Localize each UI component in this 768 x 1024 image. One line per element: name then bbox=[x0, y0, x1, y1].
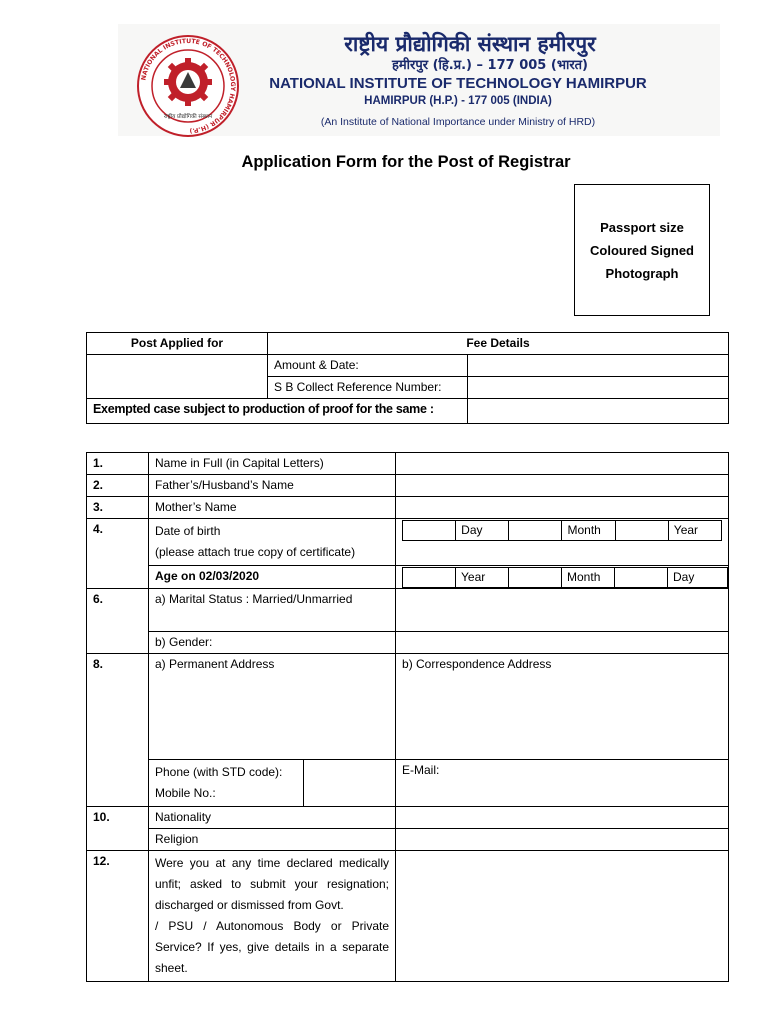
dob-month-label: Month bbox=[562, 521, 615, 541]
institute-logo bbox=[134, 32, 242, 140]
religion-field[interactable] bbox=[396, 829, 729, 851]
age-year-input[interactable] bbox=[403, 568, 456, 588]
photo-label-line1: Passport size bbox=[600, 219, 684, 235]
exempted-label: Exempted case subject to production of proof for the same : bbox=[87, 399, 468, 424]
post-applied-header: Post Applied for bbox=[87, 333, 268, 355]
phone-field[interactable] bbox=[304, 760, 396, 807]
gender-label: b) Gender: bbox=[149, 632, 396, 654]
phone-label: Phone (with STD code): bbox=[155, 765, 283, 779]
dob-day-input[interactable] bbox=[403, 521, 456, 541]
permanent-address-field[interactable] bbox=[149, 654, 396, 760]
name-label: Name in Full (in Capital Letters) bbox=[149, 453, 396, 475]
table-row bbox=[87, 654, 729, 760]
institute-subtitle: (An Institute of National Importance under Ministry of HRD) bbox=[320, 116, 596, 128]
age-field bbox=[396, 566, 729, 589]
table-row bbox=[87, 829, 729, 851]
table-row bbox=[87, 453, 729, 475]
correspondence-address-field[interactable] bbox=[396, 654, 729, 760]
personal-details-table bbox=[86, 452, 729, 982]
dob-label-line2: (please attach true copy of certificate) bbox=[155, 545, 356, 559]
phone-label-cell bbox=[149, 760, 304, 807]
dob-year-label: Year bbox=[668, 521, 721, 541]
medical-unfit-line1: Were you at any time declared medically unfit; asked to submit your resignation; discharged or dismissed from Govt. bbox=[155, 856, 390, 912]
name-field[interactable] bbox=[396, 453, 729, 475]
sb-collect-field[interactable] bbox=[468, 377, 729, 399]
gender-field[interactable] bbox=[396, 632, 729, 654]
medical-unfit-line2: / PSU / Autonomous Body or Private Service? If yes, give details in a separate sheet. bbox=[155, 919, 390, 975]
email-label: E-Mail: bbox=[402, 763, 440, 777]
correspondence-address-label: b) Correspondence Address bbox=[402, 657, 552, 671]
nationality-label: Nationality bbox=[149, 807, 396, 829]
dob-label-line1: Date of birth bbox=[155, 524, 221, 538]
sb-collect-label: S B Collect Reference Number: bbox=[268, 377, 468, 399]
amount-date-field[interactable] bbox=[468, 355, 729, 377]
amount-date-label: Amount & Date: bbox=[268, 355, 468, 377]
photo-box[interactable] bbox=[574, 184, 710, 316]
row-number: 4. bbox=[87, 519, 149, 589]
fee-details-header: Fee Details bbox=[268, 333, 729, 355]
dob-month-input[interactable] bbox=[509, 521, 562, 541]
mobile-label: Mobile No.: bbox=[155, 786, 216, 800]
table-row bbox=[87, 760, 729, 807]
father-name-label: Father’s/Husband’s Name bbox=[149, 475, 396, 497]
exempted-field[interactable] bbox=[468, 399, 729, 424]
dob-year-input[interactable] bbox=[615, 521, 668, 541]
age-boxes bbox=[402, 567, 728, 588]
institute-address-hindi: हमीरपुर (हि.प्र.) – 177 005 (भारत) bbox=[391, 58, 588, 73]
table-row bbox=[87, 566, 729, 589]
institute-name: NATIONAL INSTITUTE OF TECHNOLOGY HAMIRPUR bbox=[269, 75, 647, 92]
medical-unfit-field[interactable] bbox=[396, 851, 729, 982]
form-title: Application Form for the Post of Registrar bbox=[241, 153, 571, 171]
table-row bbox=[87, 632, 729, 654]
age-month-label: Month bbox=[562, 568, 615, 588]
email-field[interactable] bbox=[396, 760, 729, 807]
photo-label-line3: Photograph bbox=[605, 265, 679, 281]
logo-motto: राष्ट्रीय प्रौद्योगिकी संस्थान bbox=[163, 114, 213, 120]
row-number: 6. bbox=[87, 589, 149, 654]
fee-table bbox=[86, 332, 729, 424]
logo-ring-text: NATIONAL INSTITUTE OF TECHNOLOGY HAMIRPUR (H.P.) bbox=[140, 37, 237, 135]
row-number: 1. bbox=[87, 453, 149, 475]
age-day-label: Day bbox=[668, 568, 728, 588]
table-row bbox=[87, 497, 729, 519]
father-name-field[interactable] bbox=[396, 475, 729, 497]
permanent-address-label: a) Permanent Address bbox=[155, 657, 275, 671]
row-number: 12. bbox=[87, 851, 149, 982]
marital-status-label: a) Marital Status : Married/Unmarried bbox=[149, 589, 396, 632]
dob-boxes bbox=[402, 520, 722, 541]
photo-label-line2: Coloured Signed bbox=[590, 242, 694, 258]
age-month-input[interactable] bbox=[509, 568, 562, 588]
table-row bbox=[87, 519, 729, 566]
row-number: 8. bbox=[87, 654, 149, 807]
religion-label: Religion bbox=[149, 829, 396, 851]
table-row bbox=[87, 851, 729, 982]
mother-name-label: Mother’s Name bbox=[149, 497, 396, 519]
institute-address: HAMIRPUR (H.P.) - 177 005 (INDIA) bbox=[364, 95, 552, 107]
mother-name-field[interactable] bbox=[396, 497, 729, 519]
row-number: 10. bbox=[87, 807, 149, 851]
table-row bbox=[87, 475, 729, 497]
dob-field bbox=[396, 519, 729, 566]
post-applied-field[interactable] bbox=[87, 355, 268, 399]
age-year-label: Year bbox=[456, 568, 509, 588]
marital-status-field[interactable] bbox=[396, 589, 729, 632]
age-day-input[interactable] bbox=[615, 568, 668, 588]
table-row bbox=[87, 807, 729, 829]
age-label: Age on 02/03/2020 bbox=[149, 566, 396, 589]
dob-day-label: Day bbox=[456, 521, 509, 541]
dob-label bbox=[149, 519, 396, 566]
institute-name-hindi: राष्ट्रीय प्रौद्योगिकी संस्थान हमीरपुर bbox=[344, 31, 596, 56]
row-number: 2. bbox=[87, 475, 149, 497]
nationality-field[interactable] bbox=[396, 807, 729, 829]
medical-unfit-question bbox=[149, 851, 396, 982]
table-row bbox=[87, 589, 729, 632]
row-number: 3. bbox=[87, 497, 149, 519]
